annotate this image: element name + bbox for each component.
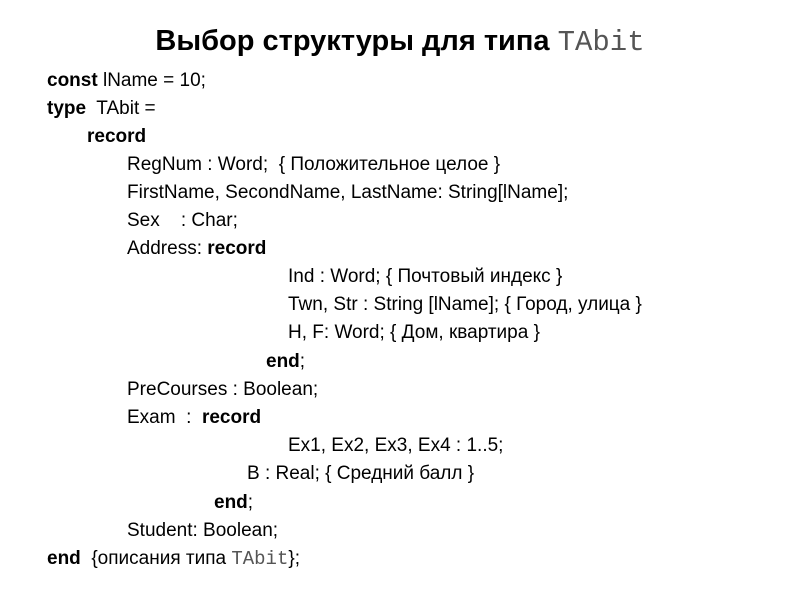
code-text: Twn, Str : String [lName]; { Город, улица } <box>288 294 642 315</box>
code-line-twn <box>288 294 642 316</box>
code-text: Exam : <box>127 407 202 428</box>
code-text: }; <box>288 548 300 569</box>
code-text: Ex1, Ex2, Ex3, Ex4 : 1..5; <box>288 435 504 456</box>
code-line-b <box>247 463 474 485</box>
code-text: FirstName, SecondName, LastName: String[lName]; <box>127 182 569 203</box>
code-line-ex <box>288 435 503 457</box>
code-line-address-end <box>266 351 305 373</box>
code-line-const <box>47 70 206 92</box>
keyword-end: end <box>214 492 248 513</box>
code-line-precourses <box>127 379 318 401</box>
code-text: B : Real; { Средний балл } <box>247 463 475 484</box>
keyword-const: const <box>47 70 98 91</box>
code-line-hf <box>288 322 540 344</box>
keyword-record: record <box>201 407 262 428</box>
code-text: Address: <box>127 238 208 259</box>
keyword-end: end <box>47 548 81 569</box>
code-line-student <box>127 520 278 542</box>
slide-title-text: Выбор структуры для типа <box>155 25 558 57</box>
code-text: Sex : Char; <box>127 210 238 231</box>
keyword-type: type <box>47 98 87 119</box>
code-text: lName = 10; <box>97 70 206 91</box>
code-text: H, F: Word; { Дом, квартира } <box>288 322 540 343</box>
code-line-ind <box>288 266 562 288</box>
code-line-names <box>127 182 568 204</box>
code-line-type <box>47 98 156 120</box>
slide-title-type-name: TAbit <box>557 26 645 59</box>
code-text: ; <box>299 351 306 372</box>
keyword-record: record <box>87 126 147 147</box>
keyword-end: end <box>266 351 300 372</box>
code-text: RegNum : Word; { Положительное целое } <box>127 154 501 175</box>
code-type-name: TAbit <box>231 548 289 570</box>
keyword-record: record <box>207 238 267 259</box>
code-text: ; <box>247 492 254 513</box>
code-line-regnum <box>127 154 500 176</box>
code-line-sex <box>127 210 238 232</box>
code-line-end <box>47 548 300 570</box>
code-text: {описания типа <box>80 548 232 569</box>
code-line-record <box>87 126 146 148</box>
code-text: Student: Boolean; <box>127 520 279 541</box>
code-line-address <box>127 238 266 260</box>
code-text: Ind : Word; { Почтовый индекс } <box>288 266 563 287</box>
code-text: TAbit = <box>86 98 156 119</box>
code-text: PreCourses : Boolean; <box>127 379 319 400</box>
code-line-exam-end <box>214 492 253 514</box>
code-line-exam <box>127 407 261 429</box>
